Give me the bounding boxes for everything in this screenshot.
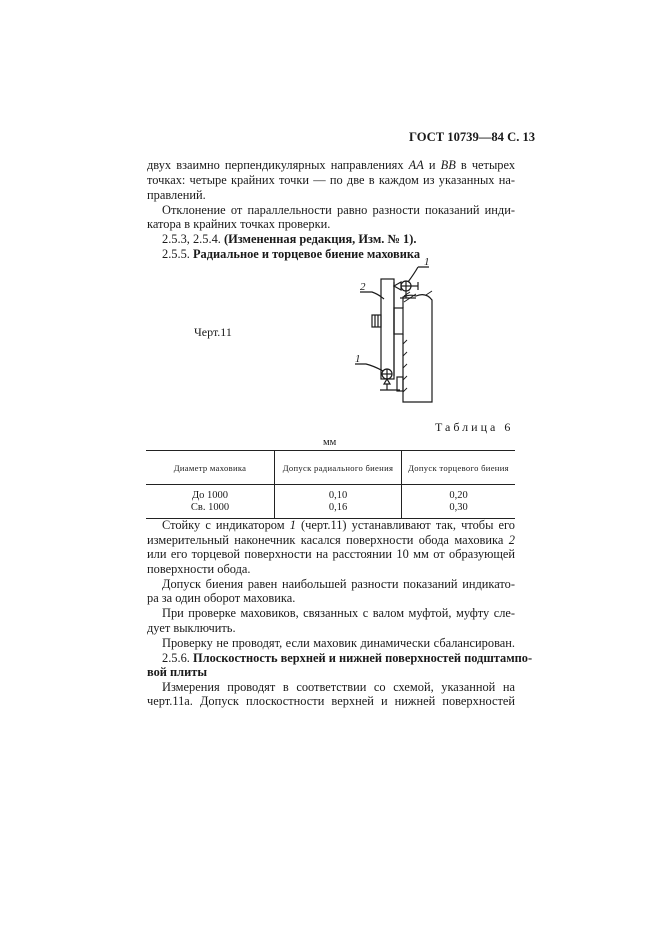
table-cell: До 1000 [191, 490, 229, 501]
table-title: Таблица 6 [435, 420, 514, 434]
section-2-5-3: 2.5.3, 2.5.4. (Измененная редакция, Изм. № 1). [162, 232, 417, 246]
figure-label-1-top: 1 [424, 256, 430, 268]
table-cell: 0,20 [402, 485, 516, 503]
page-header: ГОСТ 10739—84 С. 13 [409, 130, 536, 144]
table-cell: Св. 1000 [146, 502, 275, 519]
paragraph-line: дует выключить. [147, 621, 236, 635]
figure-caption: Черт.11 [194, 325, 232, 339]
shaft-stub [372, 315, 381, 327]
table-cell: 0,30 [402, 502, 516, 519]
table-row [146, 485, 515, 503]
paragraph-line: измерительный наконечник касался поверхности обода маховика 2 [147, 533, 515, 547]
paragraph-line: или его торцевой поверхности на расстоянии 10 мм от образующей [147, 547, 515, 561]
paragraph-line: Допуск биения равен наибольшей разности показаний индикато- [162, 577, 515, 591]
table-unit: мм [323, 437, 337, 448]
figure-11-drawing [340, 252, 450, 410]
paragraph-line: Измерения проводят в соответствии со схемой, указанной на [162, 680, 515, 694]
column-header: Допуск торцевого биения [402, 451, 516, 485]
paragraph-line: ра за один оборот маховика. [147, 591, 296, 605]
paragraph-line: черт.11а. Допуск плоскостности верхней и нижней поверхностей [147, 694, 515, 708]
paragraph-line: Стойку с индикатором 1 (черт.11) устанавливают так, чтобы его [162, 518, 515, 532]
paragraph-line: поверхности обода. [147, 562, 251, 576]
table-cell: 0,10 [275, 485, 402, 503]
column-header: Диаметр маховика [146, 451, 275, 485]
figure-label-2: 2 [360, 281, 366, 293]
figure-label-1-bottom: 1 [355, 353, 361, 365]
column-header: Допуск радиального биения [275, 451, 402, 485]
paragraph-line: точках: четыре крайних точки — по две в каждом из указанных на- [147, 173, 515, 187]
housing [403, 295, 432, 402]
paragraph-line: Отклонение от параллельности равно разности показаний инди- [162, 203, 515, 217]
table-row [146, 502, 515, 519]
table-6 [146, 450, 515, 519]
table-cell: 0,16 [275, 502, 402, 519]
paragraph-line: правлений. [147, 188, 206, 202]
flywheel-hub [394, 308, 403, 334]
paragraph-line: катора в крайних точках проверки. [147, 217, 331, 231]
section-2-5-6-heading: 2.5.6. Плоскостность верхней и нижней поверхностей подштампо- [162, 651, 533, 665]
section-2-5-6-heading-cont: вой плиты [147, 665, 208, 679]
paragraph-line: двух взаимно перпендикулярных направлениях АА и ВВ в четырех [147, 158, 516, 172]
flywheel-rim [381, 279, 394, 379]
section-2-5-5-heading: 2.5.5. Радиальное и торцевое биение маховика [162, 247, 421, 261]
table-header-row [146, 451, 515, 485]
paragraph-line: Проверку не проводят, если маховик динамически сбалансирован. [162, 636, 515, 650]
paragraph-line: При проверке маховиков, связанных с валом муфтой, муфту сле- [162, 606, 515, 620]
